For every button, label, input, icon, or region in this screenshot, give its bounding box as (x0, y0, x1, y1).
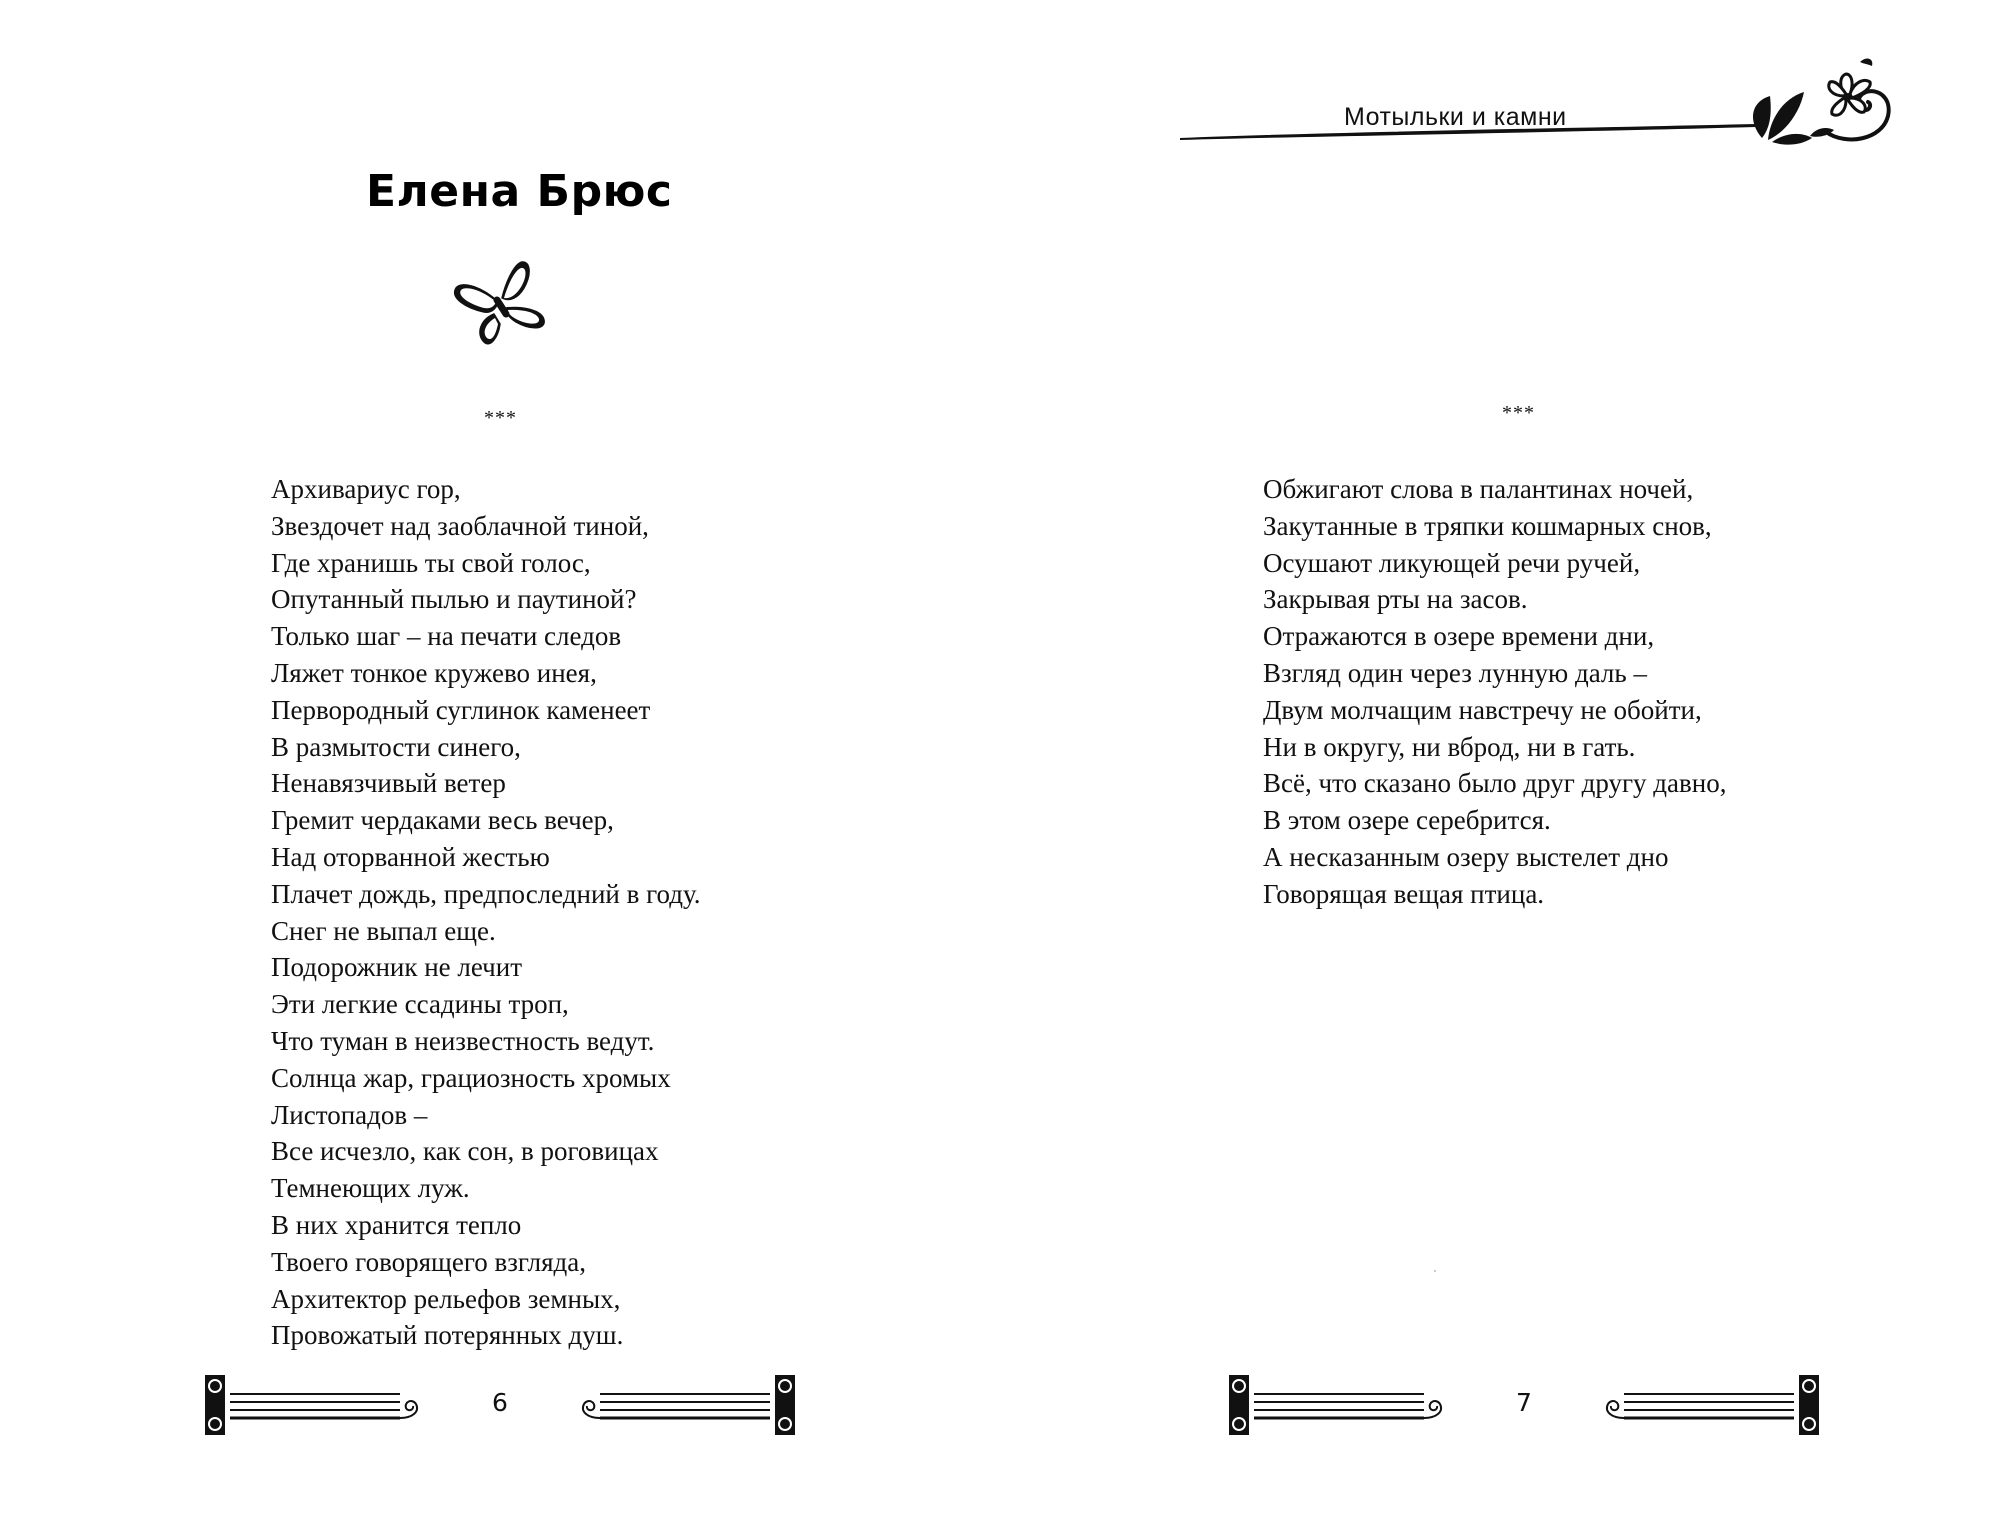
poem-line: Закрывая рты на засов. (1263, 584, 1528, 615)
poem-line: В них хранится тепло (271, 1209, 522, 1240)
running-head: Мотыльки и камни (1344, 103, 1567, 131)
poem-line: Над оторванной жестью (271, 841, 550, 872)
poem-line: Закутанные в тряпки кошмарных снов, (1263, 510, 1712, 541)
poem-line: Говорящая вещая птица. (1263, 878, 1545, 909)
section-asterisks: *** (484, 407, 517, 429)
poem-line: Обжигают слова в палантинах ночей, (1263, 474, 1694, 504)
poem-line: Отражаются в озере времени дни, (1263, 621, 1655, 652)
poem-line: Снег не выпал еще. (271, 915, 496, 946)
poem-line: В этом озере серебрится. (1263, 805, 1551, 836)
butterfly-icon (450, 258, 550, 350)
poem-line: Осушают ликующей речи ручей, (1263, 547, 1641, 578)
poem-line: Архивариус гор, (271, 474, 461, 504)
page-number: 7 (1516, 1388, 1532, 1417)
poem-line: В размытости синего, (271, 731, 521, 762)
poem-line: Первородный суглинок каменеет (271, 694, 651, 725)
poem-line: Ляжет тонкое кружево инея, (271, 657, 597, 688)
poem-line: Всё, что сказано было друг другу давно, (1263, 768, 1727, 799)
right-page (1000, 0, 2000, 1519)
poem-line: Где хранишь ты свой голос, (271, 547, 591, 578)
poem-line: Ненавязчивый ветер (271, 768, 506, 799)
print-speck (1434, 1270, 1436, 1272)
poem-line: Опутанный пылью и паутиной? (271, 584, 637, 615)
author-name: Елена Брюс (366, 166, 673, 217)
floral-ornament-icon (1742, 52, 1902, 152)
section-asterisks: *** (1502, 402, 1535, 424)
poem-line: Только шаг – на печати следов (271, 621, 622, 652)
poem-line: Провожатый потерянных душ. (271, 1320, 624, 1351)
poem-line: Двум молчащим навстречу не обойти, (1263, 694, 1702, 725)
poem-line: Ни в округу, ни вброд, ни в гать. (1263, 731, 1636, 762)
poem (271, 471, 701, 1354)
poem-line: Звездочет над заоблачной тиной, (271, 510, 649, 541)
poem-line: Что туман в неизвестность ведут. (271, 1025, 655, 1056)
poem-line: Солнца жар, грациозность хромых (271, 1062, 671, 1093)
poem-line: Подорожник не лечит (271, 952, 523, 983)
poem (1263, 471, 1726, 913)
poem-line: Взгляд один через лунную даль – (1263, 657, 1647, 688)
page-number: 6 (492, 1388, 508, 1417)
poem-line: Эти легкие ссадины троп, (271, 989, 569, 1020)
poem-line: Все исчезло, как сон, в роговицах (271, 1136, 659, 1167)
poem-line: Твоего говорящего взгляда, (271, 1246, 586, 1277)
page-footer (1224, 1372, 1824, 1438)
poem-line: Плачет дождь, предпоследний в году. (271, 878, 701, 909)
page-footer (200, 1372, 800, 1438)
poem-line: Архитектор рельефов земных, (271, 1283, 621, 1314)
poem-line: Листопадов – (271, 1099, 428, 1130)
poem-line: Темнеющих луж. (271, 1173, 470, 1204)
poem-line: Гремит чердаками весь вечер, (271, 805, 614, 836)
poem-line: А несказанным озеру выстелет дно (1263, 841, 1669, 872)
